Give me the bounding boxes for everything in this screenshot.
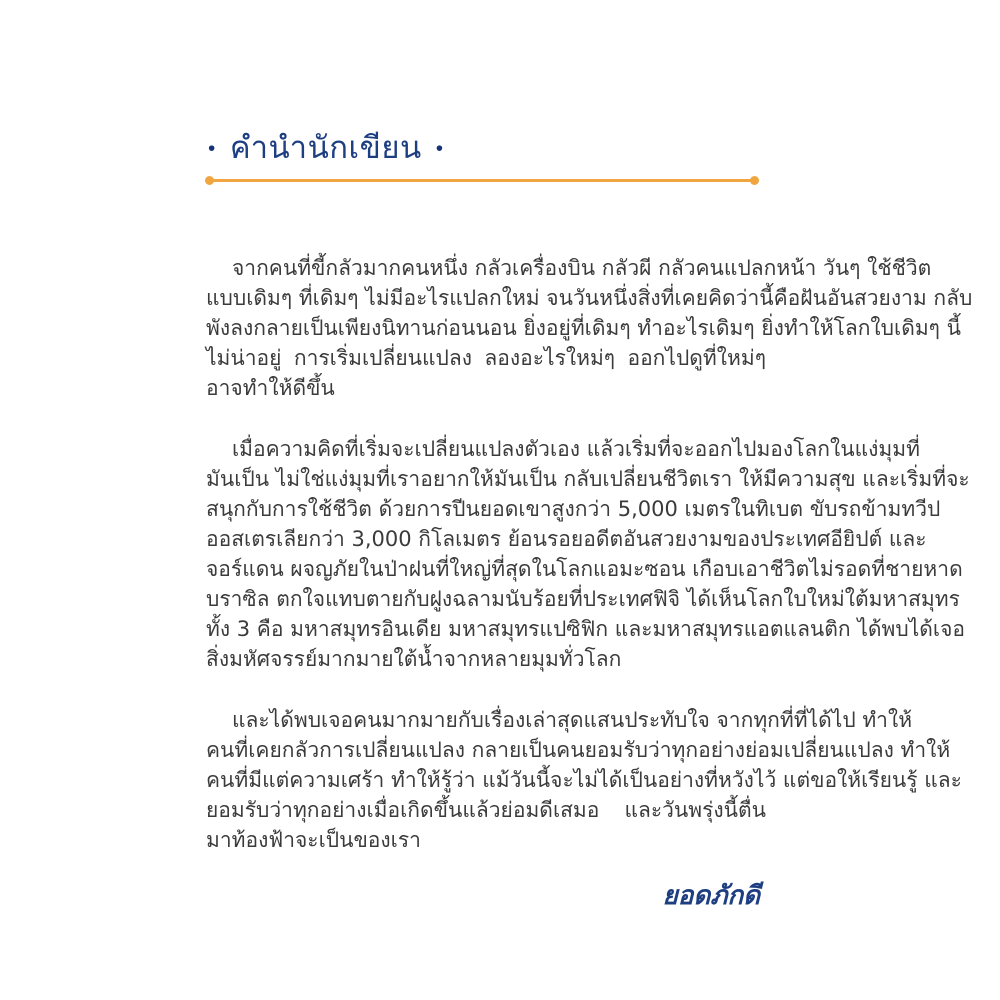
text-line: แบบเดิมๆ ที่เดิมๆ ไม่มีอะไรแปลกใหม่ จนวันหนึ่งสิ่งที่เคยคิดว่านี้คือฝันอันสวยงาม กลับ <box>206 285 973 310</box>
section-header <box>206 126 766 182</box>
paragraph-3 <box>206 705 962 855</box>
text-line: จอร์แดน ผจญภัยในป่าฝนที่ใหญ่ที่สุดในโลกแอมะซอน เกือบเอาชีวิตไม่รอดที่ชายหาด <box>206 556 963 581</box>
text-line: เมื่อความคิดที่เริ่มจะเปลี่ยนแปลงตัวเอง แล้วเริ่มที่จะออกไปมองโลกในแง่มุมที่ <box>232 436 920 461</box>
text-line: ไม่น่าอยู่ การเริ่มเปลี่ยนแปลง ลองอะไรใหม่ๆ ออกไปดูที่ใหม่ๆ อาจทำให้ดีขึ้น <box>206 345 766 400</box>
preface-content <box>206 0 973 913</box>
text-line: มันเป็น ไม่ใช่แง่มุมที่เราอยากให้มันเป็น กลับเปลี่ยนชีวิตเรา ให้มีความสุข และเริ่มที่จะ <box>206 466 970 491</box>
paragraph-2 <box>206 434 970 674</box>
title-bullet-right: • <box>433 137 446 161</box>
paragraph-1 <box>206 253 973 403</box>
text-line: คนที่เคยกลัวการเปลี่ยนแปลง กลายเป็นคนยอมรับว่าทุกอย่างย่อมเปลี่ยนแปลง ทำให้ <box>206 737 951 762</box>
text-line: ยอมรับว่าทุกอย่างเมื่อเกิดขึ้นแล้วย่อมดีเสมอ และวันพรุ่งนี้ตื่นมาท้องฟ้าจะเป็นของเรา <box>206 797 766 852</box>
text-line: จากคนที่ขี้กลัวมากคนหนึ่ง กลัวเครื่องบิน กลัวผี กลัวคนแปลกหน้า วันๆ ใช้ชีวิต <box>232 255 932 280</box>
page-title-text: คำนำนักเขียน <box>229 130 422 166</box>
text-line: สิ่งมหัศจรรย์มากมายใต้น้ำจากหลายมุมทั่วโลก <box>206 646 622 671</box>
text-line: ทั้ง 3 คือ มหาสมุทรอินเดีย มหาสมุทรแปซิฟิก และมหาสมุทรแอตแลนติก ได้พบได้เจอ <box>206 616 965 641</box>
preface-body <box>206 253 973 855</box>
text-line: คนที่มีแต่ความเศร้า ทำให้รู้ว่า แม้วันนี้จะไม่ได้เป็นอย่างที่หวังไว้ แต่ขอให้เรียนรู้ และ <box>206 767 962 792</box>
title-bullet-left: • <box>206 137 218 161</box>
page-title <box>206 126 766 172</box>
text-line: และได้พบเจอคนมากมายกับเรื่องเล่าสุดแสนประทับใจ จากทุกที่ที่ได้ไป ทำให้ <box>232 707 913 732</box>
text-line: ออสเตรเลียกว่า 3,000 กิโลเมตร ย้อนรอยอดีตอันสวยงามของประเทศอียิปต์ และ <box>206 526 927 551</box>
text-line: พังลงกลายเป็นเพียงนิทานก่อนนอน ยิ่งอยู่ที่เดิมๆ ทำอะไรเดิมๆ ยิ่งทำให้โลกใบเดิมๆ นี้ <box>206 315 961 340</box>
author-signature: ยอดภักดี <box>662 880 760 911</box>
text-line: บราซิล ตกใจแทบตายกับฝูงฉลามนับร้อยที่ประเทศฟิจิ ได้เห็นโลกใบใหม่ใต้มหาสมุทร <box>206 586 960 611</box>
heading-rule <box>206 179 758 182</box>
text-line: สนุกกับการใช้ชีวิต ด้วยการปีนยอดเขาสูงกว่า 5,000 เมตรในทิเบต ขับรถข้ามทวีป <box>206 496 941 521</box>
